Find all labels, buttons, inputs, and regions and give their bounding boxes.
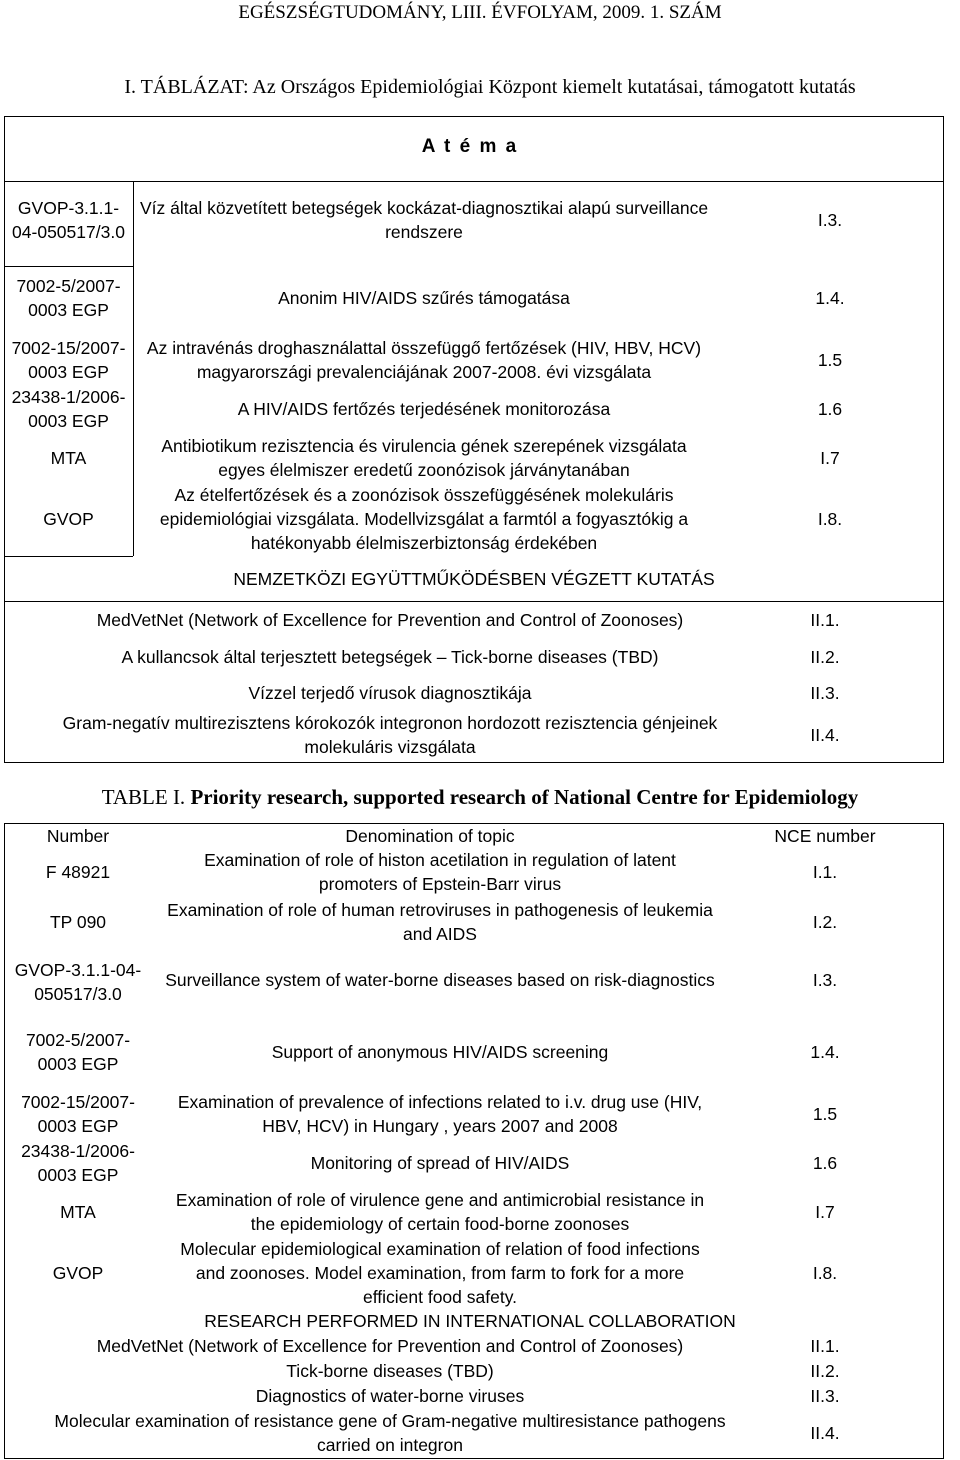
- table2-row-number: I.3.: [812, 970, 838, 990]
- table2-row-topic: Monitoring of spread of HIV/AIDS: [310, 1153, 570, 1173]
- journal-header: EGÉSZSÉGTUDOMÁNY, LIII. ÉVFOLYAM, 2009. 1. SZÁM: [238, 2, 722, 23]
- table2-intl-number: II.1.: [810, 1336, 840, 1356]
- table2-intl-number: II.4.: [810, 1423, 840, 1443]
- table2-row-code: GVOP: [52, 1263, 104, 1283]
- table1-row-topic: Anonim HIV/AIDS szűrés támogatása: [278, 288, 570, 308]
- table2-row-code: MTA: [60, 1202, 96, 1222]
- table2-row-topic: Molecular epidemiological examination of relation of food infections and zoonoses. Model examination, from farm to fork for a more efficient food safety.: [180, 1239, 700, 1307]
- table1-row-number: 1.5: [817, 350, 843, 370]
- table1-international-heading: NEMZETKÖZI EGYÜTTMŰKÖDÉSBEN VÉGZETT KUTATÁS: [233, 569, 715, 589]
- table1-intl-number: II.3.: [810, 683, 840, 703]
- table2-header-topic: Denomination of topic: [345, 826, 515, 846]
- table2-intl-topic: Diagnostics of water-borne viruses: [255, 1386, 525, 1406]
- table2-row-number: I.7: [815, 1202, 835, 1222]
- table1-intl-topic: A kullancsok által terjesztett betegségek – Tick-borne diseases (TBD): [121, 647, 659, 667]
- table1-row-number: 1.4.: [815, 288, 845, 308]
- table2-title-prefix: TABLE I.: [101, 785, 191, 809]
- table1-intl-number: II.4.: [810, 725, 840, 745]
- table1-row-topic: Víz által közvetített betegségek kockázat-diagnosztikai alapú surveillance rendszere: [139, 198, 709, 242]
- table2-row-code: TP 090: [49, 912, 107, 932]
- table1-section-heading: A t é m a: [421, 136, 519, 157]
- table2-intl-topic: Molecular examination of resistance gene of Gram-negative multiresistance pathogens carried on integron: [54, 1411, 726, 1455]
- table2-row-number: I.2.: [812, 912, 838, 932]
- table2-row-number: 1.6: [812, 1153, 838, 1173]
- table1-intl-topic: MedVetNet (Network of Excellence for Prevention and Control of Zoonoses): [96, 610, 684, 630]
- table2-intl-number: II.3.: [810, 1386, 840, 1406]
- table2-title-bold: Priority research, supported research of National Centre for Epidemiology: [190, 785, 859, 809]
- table1-row-topic: A HIV/AIDS fertőzés terjedésének monitorozása: [237, 399, 611, 419]
- table1-row-number: I.3.: [817, 210, 843, 230]
- table2-row-number: I.1.: [812, 862, 838, 882]
- table1-row-topic: Antibiotikum rezisztencia és virulencia gének szerepének vizsgálata egyes élelmiszer eredetű zoonózisok járványtanában: [161, 436, 687, 480]
- table1-row-code: 23438-1/2006- 0003 EGP: [11, 387, 126, 431]
- table2-intl-topic: MedVetNet (Network of Excellence for Prevention and Control of Zoonoses): [96, 1336, 684, 1356]
- table2-row-topic: Surveillance system of water-borne diseases based on risk-diagnostics: [165, 970, 715, 990]
- table1-row-code: GVOP-3.1.1- 04-050517/3.0: [12, 198, 125, 242]
- table1-row-code: MTA: [50, 448, 87, 468]
- table1-row-code: 7002-15/2007- 0003 EGP: [11, 338, 126, 382]
- table2-row-number: I.8.: [812, 1263, 838, 1283]
- table2-intl-number: II.2.: [810, 1361, 840, 1381]
- table1-intl-topic: Vízzel terjedő vírusok diagnosztikája: [248, 683, 532, 703]
- table2-header-number: Number: [46, 826, 110, 846]
- table2-row-code: 23438-1/2006- 0003 EGP: [21, 1141, 135, 1185]
- table1-row-topic: Az intravénás droghasználattal összefüggő fertőzések (HIV, HBV, HCV) magyarországi prevalenciájának 2007-2008. évi vizsgálata: [146, 338, 702, 382]
- table1-intl-number: II.1.: [810, 610, 840, 630]
- table2-row-code: GVOP-3.1.1-04- 050517/3.0: [14, 960, 142, 1004]
- table1-row-number: I.8.: [817, 509, 843, 529]
- table1-row-code: 7002-5/2007- 0003 EGP: [16, 276, 121, 320]
- table1-intl-number: II.2.: [810, 647, 840, 667]
- table2-row-topic: Examination of role of human retroviruses in pathogenesis of leukemia and AIDS: [167, 900, 713, 944]
- table2-row-topic: Support of anonymous HIV/AIDS screening: [271, 1042, 609, 1062]
- table2-row-code: F 48921: [45, 862, 111, 882]
- table1-row-number: 1.6: [817, 399, 843, 419]
- table1-intl-topic: Gram-negatív multirezisztens kórokozók integronon hordozott rezisztencia génjeinek molekuláris vizsgálata: [62, 713, 718, 757]
- table2-row-number: 1.4.: [810, 1042, 840, 1062]
- table2-header-nce: NCE number: [774, 826, 876, 846]
- table2-row-code: 7002-5/2007- 0003 EGP: [25, 1030, 131, 1074]
- table1-row-code: GVOP: [43, 509, 94, 529]
- table2-row-topic: Examination of prevalence of infections related to i.v. drug use (HIV, HBV, HCV) in Hungary , years 2007 and 2008: [177, 1092, 703, 1136]
- table2-row-topic: Examination of role of histon acetilation in regulation of latent promoters of Epstein-Barr virus: [204, 850, 676, 894]
- table1-row-topic: Az ételfertőzések és a zoonózisok összefüggésének molekuláris epidemiológiai vizsgálata. Modellvizsgálat a farmtól a fogyasztókig a hatékonyabb élelmiszerbiztonság érdekében: [159, 485, 689, 553]
- table2-international-heading: RESEARCH PERFORMED IN INTERNATIONAL COLLABORATION: [204, 1311, 736, 1331]
- table1-title: I. TÁBLÁZAT: Az Országos Epidemiológiai Központ kiemelt kutatásai, támogatott kutatás: [124, 76, 856, 98]
- table2-row-code: 7002-15/2007- 0003 EGP: [21, 1092, 135, 1136]
- table1-row-number: I.7: [820, 448, 840, 468]
- table2-title: [0, 785, 960, 810]
- table2-row-topic: Examination of role of virulence gene and antimicrobial resistance in the epidemiology of certain food-borne zoonoses: [175, 1190, 705, 1234]
- table2-intl-topic: Tick-borne diseases (TBD): [286, 1361, 494, 1381]
- table2-row-number: 1.5: [812, 1104, 838, 1124]
